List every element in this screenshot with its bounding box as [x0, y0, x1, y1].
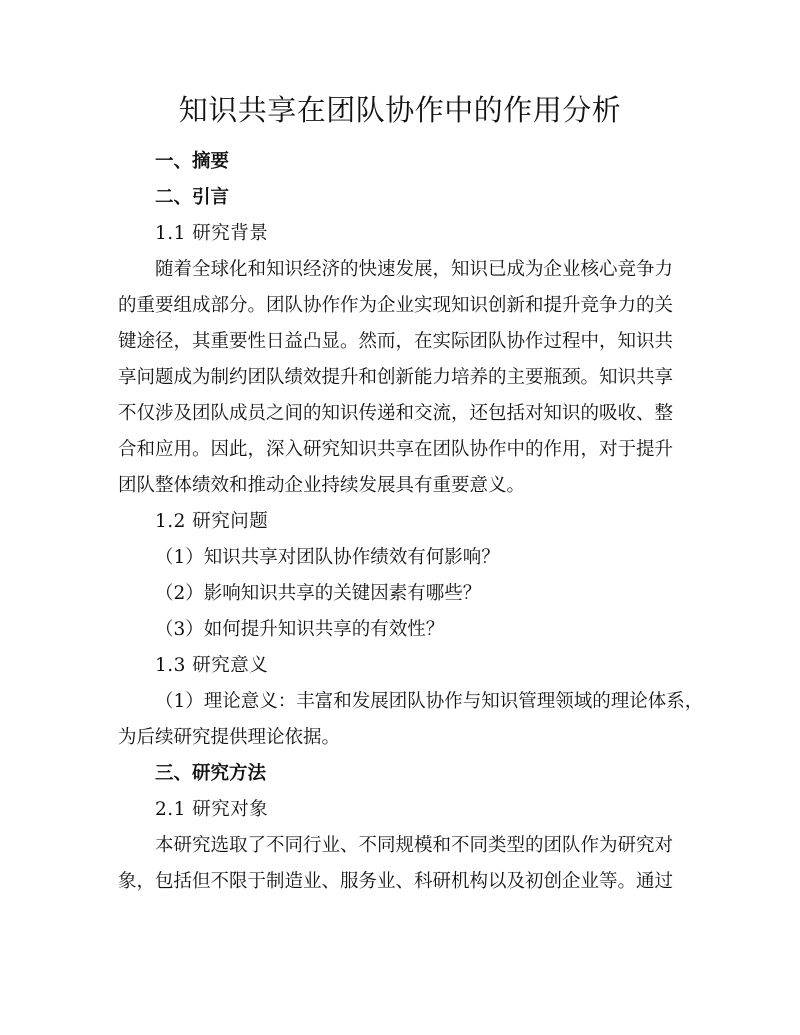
paragraph-line: 合和应用。因此，深入研究知识共享在团队协作中的作用，对于提升 [118, 439, 674, 460]
section-abstract-heading: 一、摘要 [155, 151, 230, 172]
paragraph-line: 象，包括但不限于制造业、服务业、科研机构以及初创企业等。通过 [118, 871, 674, 892]
paragraph-line: 的重要组成部分。团队协作作为企业实现知识创新和提升竞争力的关 [118, 295, 674, 316]
question-item: （2）影响知识共享的关键因素有哪些？ [155, 583, 482, 604]
subsection-object-heading: 2.1 研究对象 [155, 799, 269, 820]
subsection-questions-heading: 1.2 研究问题 [155, 511, 269, 532]
paragraph-line: 团队整体绩效和推动企业持续发展具有重要意义。 [118, 475, 526, 496]
subsection-background-heading: 1.1 研究背景 [155, 223, 269, 244]
paragraph-line: 随着全球化和知识经济的快速发展，知识已成为企业核心竞争力 [155, 259, 674, 280]
document-title: 知识共享在团队协作中的作用分析 [178, 93, 622, 127]
paragraph-line: 键途径，其重要性日益凸显。然而，在实际团队协作过程中，知识共 [118, 331, 674, 352]
paragraph-line: 不仅涉及团队成员之间的知识传递和交流，还包括对知识的吸收、整 [118, 403, 674, 424]
section-intro-heading: 二、引言 [155, 187, 230, 208]
subsection-significance-heading: 1.3 研究意义 [155, 655, 269, 676]
question-item: （1）知识共享对团队协作绩效有何影响？ [155, 547, 500, 568]
paragraph-line: （1）理论意义：丰富和发展团队协作与知识管理领域的理论体系， [155, 691, 704, 712]
paragraph-line: 为后续研究提供理论依据。 [118, 727, 341, 748]
question-item: （3）如何提升知识共享的有效性？ [155, 619, 445, 640]
paragraph-line: 本研究选取了不同行业、不同规模和不同类型的团队作为研究对 [155, 835, 674, 856]
section-method-heading: 三、研究方法 [155, 763, 267, 784]
paragraph-line: 享问题成为制约团队绩效提升和创新能力培养的主要瓶颈。知识共享 [118, 367, 674, 388]
